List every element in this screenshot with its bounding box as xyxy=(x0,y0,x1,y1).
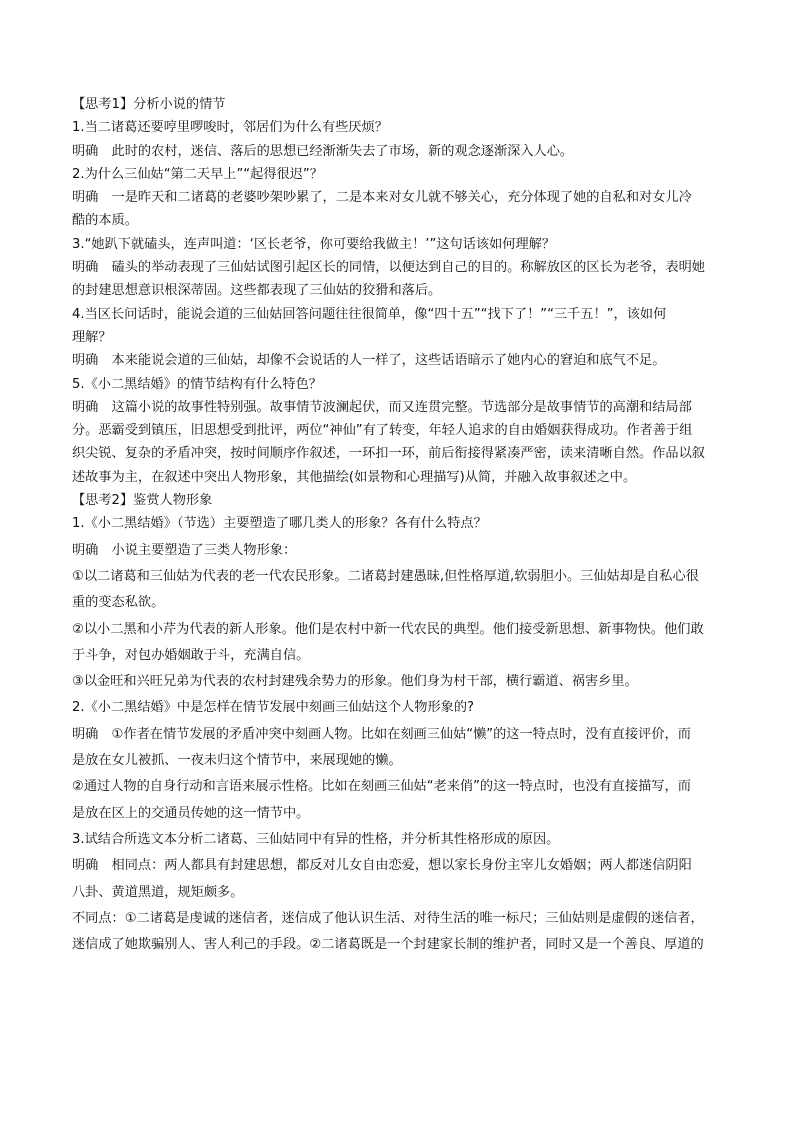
answer-2-1-item-1-line-2: 重的变态私欲。 xyxy=(72,595,165,611)
answer-5-line-3: 织尖锐、复杂的矛盾冲突，按时间顺序作叙述，一环扣一环，前后衔接得紧凑严密，读来清晰自然。作品以叙 xyxy=(72,446,705,462)
answer-3-line-2: 的封建思想意识根深蒂固。这些都表现了三仙姑的狡猾和落后。 xyxy=(72,283,442,299)
answer-2-3-line-2: 八卦、黄道黑道，规矩颇多。 xyxy=(72,884,244,900)
answer-2-2-line-4: 是放在区上的交通员传她的这一情节中。 xyxy=(72,805,310,821)
answer-2-1-item-1-line-1: ①以二诸葛和三仙姑为代表的老一代农民形象。二诸葛封建愚昧,但性格厚道,软弱胆小。三仙姑却是自私心很 xyxy=(72,568,699,584)
answer-2-1-intro: 明确 小说主要塑造了三类人物形象： xyxy=(72,542,297,558)
question-1: 1.当二诸葛还要哼里啰唆时，邻居们为什么有些厌烦？ xyxy=(72,120,388,136)
answer-2-2-line-3: ②通过人物的自身行动和言语来展示性格。比如在刻画三仙姑“老来俏”的这一特点时，也没有直接描写，而 xyxy=(72,779,691,795)
answer-4: 明确 本来能说会道的三仙姑，却像不会说话的人一样了，这些话语暗示了她内心的窘迫和底气不足。 xyxy=(72,353,666,369)
answer-2-2-line-2: 是放在女儿被抓、一夜未归这个情节中，来展现她的懒。 xyxy=(72,753,402,769)
section-heading-1: 【思考1】分析小说的情节 xyxy=(72,97,226,112)
question-5: 5.《小二黑结婚》的情节结构有什么特色？ xyxy=(72,376,322,392)
answer-5-line-4: 述故事为主，在叙述中突出人物形象，其他描绘(如景物和心理描写)从简，并融入故事叙述之中。 xyxy=(72,469,637,485)
document-body xyxy=(72,96,732,962)
question-2: 2.为什么三仙姑“第二天早上”“起得很迟”？ xyxy=(72,166,323,182)
question-2-1: 1.《小二黑结婚》（节选）主要塑造了哪几类人的形象？各有什么特点？ xyxy=(72,516,487,532)
answer-1: 明确 此时的农村，迷信、落后的思想已经渐渐失去了市场，新的观念逐渐深入人心。 xyxy=(72,143,574,159)
question-4-line-1: 4.当区长问话时，能说会道的三仙姑回答问题往往很简单，像“四十五”“找下了！”“三千五！”，该如何 xyxy=(72,306,667,322)
answer-2-line-2: 酷的本质。 xyxy=(72,213,138,229)
answer-2-1-item-2-line-2: 于斗争，对包办婚姻敢于斗，充满自信。 xyxy=(72,647,310,663)
answer-2-2-line-1: 明确 ①作者在情节发展的矛盾冲突中刻画人物。比如在刻画三仙姑“懒”的这一特点时，没有直接评价，而 xyxy=(72,726,691,742)
answer-2-1-item-2-line-1: ②以小二黑和小芹为代表的新人形象。他们是农村中新一代农民的典型。他们接受新思想、新事物快。他们敢 xyxy=(72,621,704,637)
answer-5-line-2: 分。恶霸受到镇压，旧思想受到批评，两位“神仙”有了转变，年轻人追求的自由婚姻获得成功。作者善于组 xyxy=(72,423,693,439)
answer-2-3-line-1: 明确 相同点：两人都具有封建思想，都反对儿女自由恋爱，想以家长身份主宰儿女婚姻；两人都迷信阴阳 xyxy=(72,858,692,874)
question-4-line-2: 理解？ xyxy=(72,329,112,345)
section-heading-2: 【思考2】鉴赏人物形象 xyxy=(72,493,213,509)
question-2-2: 2.《小二黑结婚》中是怎样在情节发展中刻画三仙姑这个人物形象的? xyxy=(72,700,475,716)
answer-5-line-1: 明确 这篇小说的故事性特别强。故事情节波澜起伏，而又连贯完整。节选部分是故事情节的高潮和结局部 xyxy=(72,399,692,415)
question-2-3: 3.试结合所选文本分析二诸葛、三仙姑同中有异的性格，并分析其性格形成的原因。 xyxy=(72,831,560,847)
answer-2-1-item-3: ③以金旺和兴旺兄弟为代表的农村封建残余势力的形象。他们身为村干部，横行霸道、祸害乡里。 xyxy=(72,674,638,690)
answer-3-line-1: 明确 磕头的举动表现了三仙姑试图引起区长的同情，以便达到自己的目的。称解放区的区长为老爷，表明她 xyxy=(72,260,705,276)
answer-2-3-line-4: 迷信成了她欺骗别人、害人利己的手段。②二诸葛既是一个封建家长制的维护者，同时又是一个善良、厚道的 xyxy=(72,937,704,953)
question-3: 3.“她趴下就磕头，连声叫道：‘区长老爷，你可要给我做主！’”这句话该如何理解？ xyxy=(72,236,556,252)
answer-2-line-1: 明确 一是昨天和二诸葛的老婆吵架吵累了，二是本来对女儿就不够关心，充分体现了她的自私和对女儿冷 xyxy=(72,190,692,206)
answer-2-3-line-3: 不同点：①二诸葛是虔诚的迷信者，迷信成了他认识生活、对待生活的唯一标尺；三仙姑则是虚假的迷信者， xyxy=(72,910,704,926)
